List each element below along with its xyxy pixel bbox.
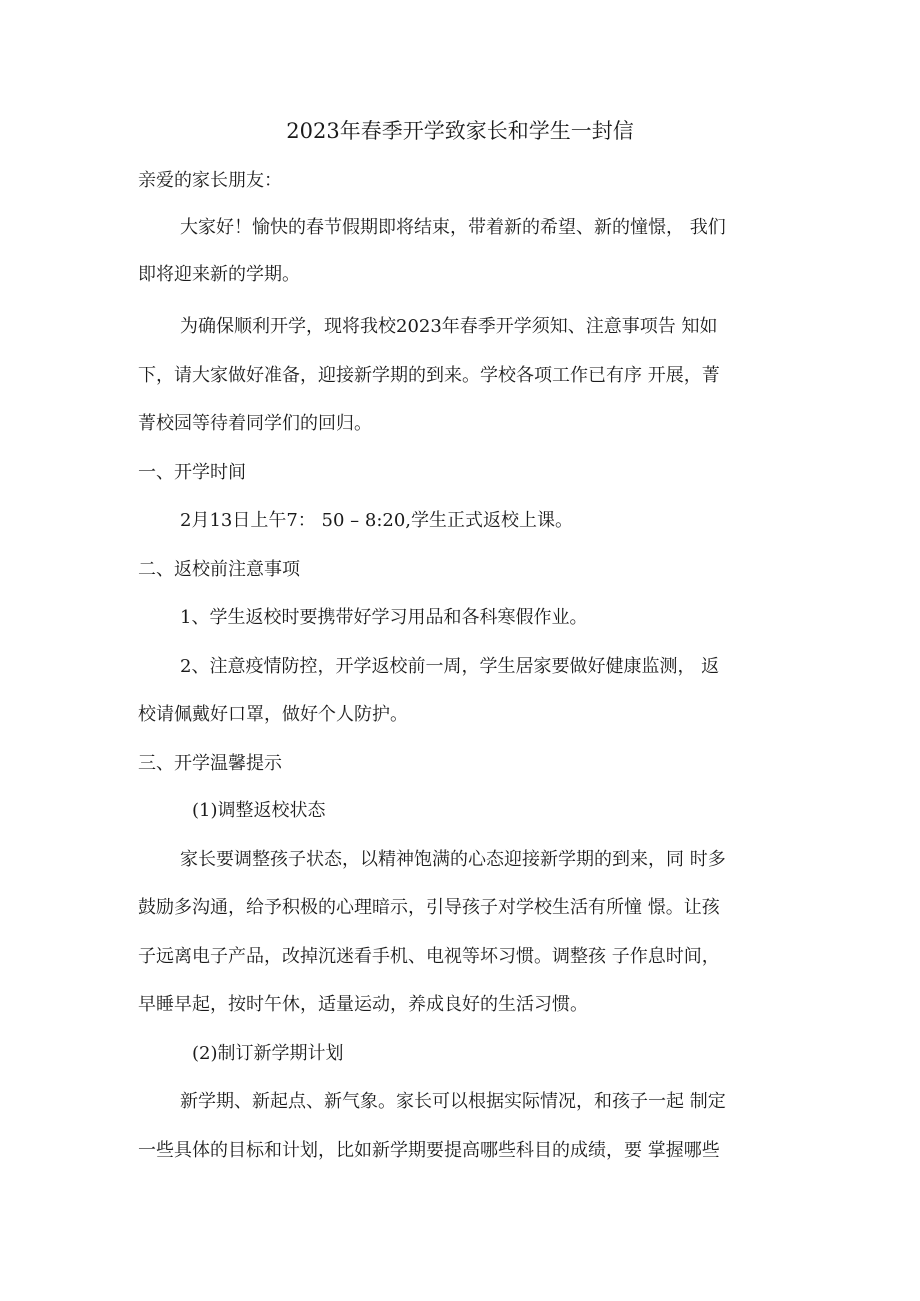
paragraph-line: 2月13日上午7： 50 – 8:20,学生正式返校上课。 — [180, 510, 574, 531]
paragraph-line: 一些具体的目标和计划，比如新学期要提高哪些科目的成绩，要 掌握哪些 — [138, 1140, 720, 1161]
paragraph-line: 即将迎来新的学期。 — [138, 264, 300, 285]
paragraph-line: 早睡早起，按时午休，适量运动，养成良好的生活习惯。 — [138, 994, 588, 1015]
paragraph-line: 菁校园等待着同学们的回归。 — [138, 413, 372, 434]
salutation: 亲爱的家长朋友： — [138, 170, 282, 191]
paragraph-line: 子远离电子产品，改掉沉迷看手机、电视等坏习惯。调整孩 子作息时间， — [138, 946, 720, 967]
document-title: 2023年春季开学致家长和学生一封信 — [286, 119, 634, 143]
section-heading: 一、开学时间 — [138, 462, 246, 483]
paragraph-line: 大家好！愉快的春节假期即将结束，带着新的希望、新的憧憬， 我们 — [180, 217, 726, 238]
section-heading: 三、开学温馨提示 — [138, 753, 282, 774]
paragraph-line: 鼓励多沟通，给予积极的心理暗示，引导孩子对学校生活有所憧 憬。让孩 — [138, 897, 720, 918]
subsection-heading: (1)调整返校状态 — [192, 800, 326, 821]
paragraph-line: 为确保顺利开学，现将我校2023年春季开学须知、注意事项告 知如 — [180, 316, 718, 337]
paragraph-line: 家长要调整孩子状态，以精神饱满的心态迎接新学期的到来，同 时多 — [180, 849, 726, 870]
paragraph-line: 下，请大家做好准备，迎接新学期的到来。学校各项工作已有序 开展，菁 — [138, 365, 720, 386]
subsection-heading: (2)制订新学期计划 — [192, 1043, 344, 1064]
section-heading: 二、返校前注意事项 — [138, 559, 300, 580]
paragraph-line: 1、学生返校时要携带好学习用品和各科寒假作业。 — [180, 607, 588, 628]
paragraph-line: 校请佩戴好口罩，做好个人防护。 — [138, 704, 408, 725]
paragraph-line: 2、注意疫情防控，开学返校前一周，学生居家要做好健康监测， 返 — [180, 656, 720, 677]
paragraph-line: 新学期、新起点、新气象。家长可以根据实际情况，和孩子一起 制定 — [180, 1091, 726, 1112]
